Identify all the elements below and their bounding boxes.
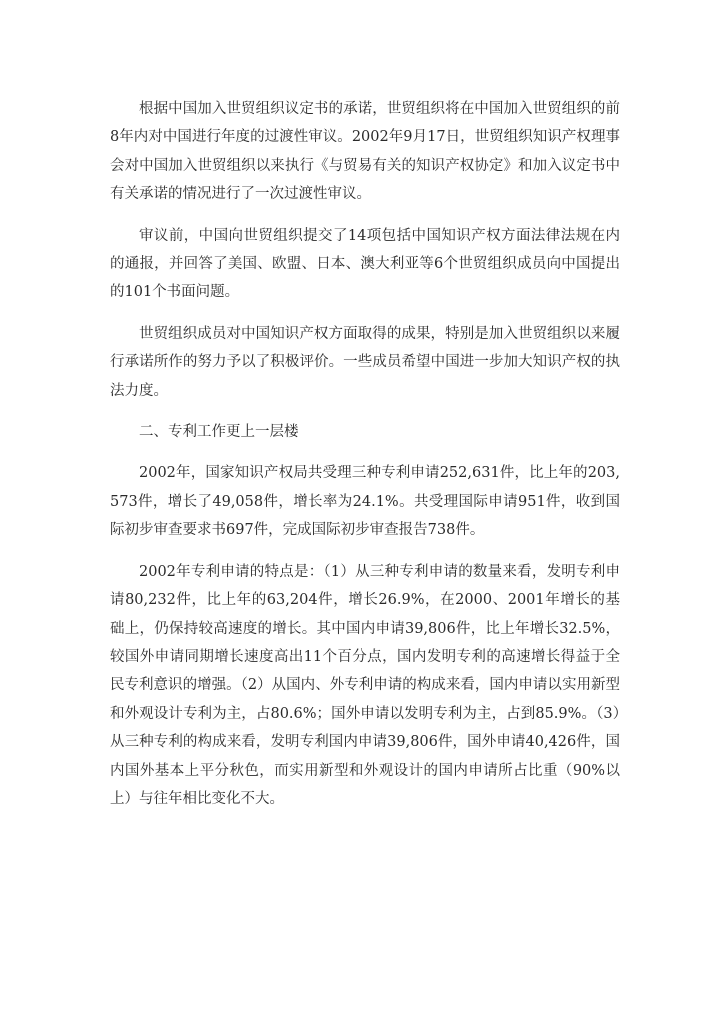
paragraph-notification: 审议前，中国向世贸组织提交了14项包括中国知识产权方面法律法规在内的通报，并回答了美国、欧盟、日本、澳大利亚等6个世贸组织成员向中国提出的101个书面问题。: [110, 227, 620, 301]
paragraph-patent-applications: 2002年，国家知识产权局共受理三种专利申请252,631件，比上年的203,573件，增长了49,058件，增长率为24.1%。共受理国际申请951件，收到国际初步审查要求书697件，完成国际初步审查报告738件。: [110, 465, 620, 539]
document-body: [110, 95, 620, 826]
section-heading: 二、专利工作更上一层楼: [139, 424, 299, 441]
paragraph-patent-characteristics: 2002年专利申请的特点是：（1）从三种专利申请的数量来看，发明专利申请80,232件，比上年的63,204件，增长26.9%，在2000、2001年增长的基础上，仍保持较高速度的增长。其中国内申请39,806件，比上年增长32.5%，较国外申请同期增长速度高出11个百分点，国内发明专利的高速增长得益于全民专利意识的增强。（2）从国内、外专利申请的构成来看，国内申请以实用新型和外观设计专利为主，占80.6%；国外申请以发明专利为主，占到85.9%。（3）从三种专利的构成来看，发明专利国内申请39,806件，国外申请40,426件，国内国外基本上平分秋色，而实用新型和外观设计的国内申请所占比重（90%以上）与往年相比变化不大。: [110, 563, 620, 807]
paragraph-wto-review: 根据中国加入世贸组织议定书的承诺，世贸组织将在中国加入世贸组织的前8年内对中国进行年度的过渡性审议。2002年9月17日，世贸组织知识产权理事会对中国加入世贸组织以来执行《与贸易有关的知识产权协定》和加入议定书中有关承诺的情况进行了一次过渡性审议。: [110, 101, 620, 203]
paragraph-evaluation: 世贸组织成员对中国知识产权方面取得的成果，特别是加入世贸组织以来履行承诺所作的努力予以了积极评价。一些成员希望中国进一步加大知识产权的执法力度。: [110, 325, 620, 399]
